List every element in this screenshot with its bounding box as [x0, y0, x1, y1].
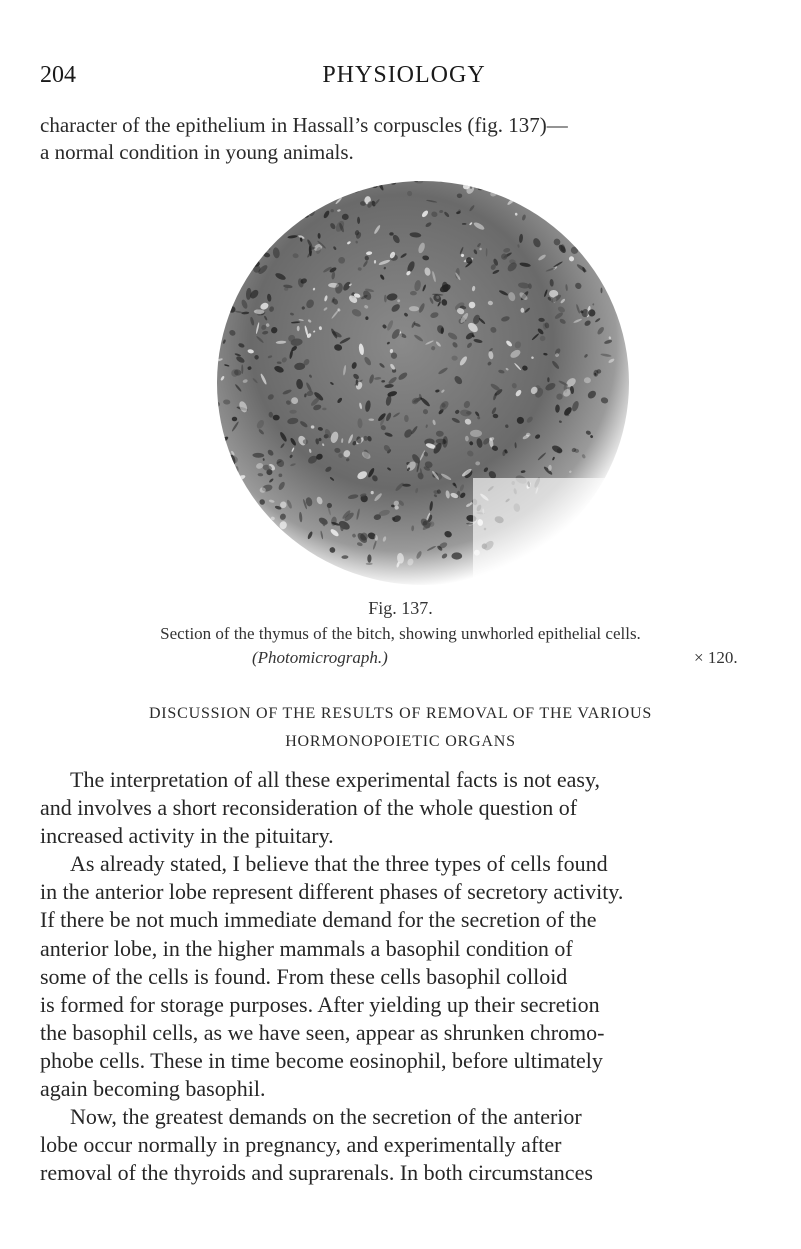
figure-caption-line2 [0, 648, 801, 670]
photomicrograph-note: (Photomicrograph.) [252, 648, 388, 667]
text-line: The interpretation of all these experimental facts is not easy, [70, 767, 601, 792]
text-line: lobe occur normally in pregnancy, and experimentally after [40, 1132, 562, 1158]
photomicrograph-figure [213, 178, 633, 588]
intro-paragraph [40, 112, 770, 166]
thymus-section-image [213, 178, 633, 588]
text-line: increased activity in the pituitary. [40, 823, 334, 849]
text-line: in the anterior lobe represent different phases of secretory activity. [40, 879, 624, 905]
body-text [40, 766, 770, 1187]
running-title: PHYSIOLOGY [322, 62, 486, 88]
page-header [40, 62, 768, 96]
text-line: If there be not much immediate demand for the secretion of the [40, 907, 597, 933]
figure-caption: Section of the thymus of the bitch, showing unwhorled epithelial cells. [160, 624, 641, 643]
text-line: the basophil cells, as we have seen, appear as shrunken chromo- [40, 1019, 605, 1045]
text-line: Now, the greatest demands on the secretion of the anterior [70, 1104, 582, 1130]
text-line: As already stated, I believe that the three types of cells found [70, 851, 608, 877]
figure-label: Fig. 137. [368, 598, 433, 618]
text-line: some of the cells is found. From these cells basophil colloid [40, 963, 568, 989]
section-heading-line2: HORMONOPOIETIC ORGANS [285, 733, 516, 750]
section-heading-line1: DISCUSSION OF THE RESULTS OF REMOVAL OF THE VARIOUS [148, 705, 653, 722]
text-line: phobe cells. These in time become eosinophil, before ultimately [40, 1047, 603, 1073]
magnification: × 120. [694, 648, 738, 667]
text-line: is formed for storage purposes. After yielding up their secretion [40, 991, 600, 1017]
text-line: and involves a short reconsideration of the whole question of [40, 795, 578, 821]
text-line: a normal condition in young animals. [40, 140, 354, 164]
text-line: removal of the thyroids and suprarenals. In both circumstances [40, 1160, 593, 1186]
text-line: anterior lobe, in the higher mammals a basophil condition of [40, 935, 573, 961]
page-number: 204 [40, 62, 76, 88]
text-line: again becoming basophil. [40, 1076, 266, 1102]
text-line: character of the epithelium in Hassall’s corpuscles (fig. 137)— [40, 113, 568, 137]
